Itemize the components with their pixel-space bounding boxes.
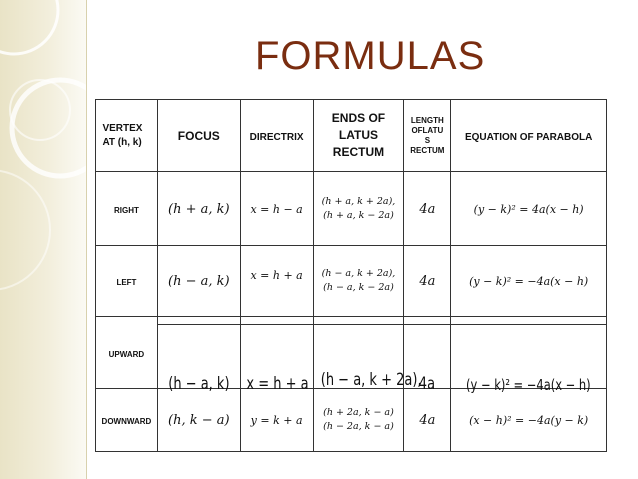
- row-label: RIGHT: [114, 205, 139, 215]
- equation-value: (y − k)² = −4a(x − h): [469, 275, 589, 288]
- ends-value: (h − a, k − 2a): [323, 282, 394, 293]
- focus-value: (h, k − a): [168, 413, 230, 428]
- row-label: UPWARD: [108, 349, 145, 359]
- header-equation: EQUATION OF PARABOLA: [451, 100, 607, 172]
- ends-value: (h − a, k + 2a),: [320, 370, 422, 390]
- decorative-side-panel: [0, 0, 86, 479]
- row-label: LEFT: [116, 278, 137, 287]
- table-row: [96, 172, 607, 246]
- table-row: [96, 246, 607, 317]
- ends-value: (h − a, k + 2a),: [321, 268, 396, 279]
- focus-value: (h + a, k): [168, 201, 230, 217]
- directrix-value: x = h + a: [246, 374, 309, 394]
- row-label: DOWNWARD: [101, 417, 152, 426]
- header-length-latus-rectum: LENGTH OFLATU S RECTUM: [404, 100, 451, 172]
- directrix-value: y = k + a: [250, 414, 303, 427]
- equation-value: (y − k)² = −4a(x − h): [466, 376, 591, 394]
- length-value: 4a: [419, 413, 436, 428]
- focus-value: (h − a, k): [168, 374, 230, 394]
- equation-value: (x − h)² = −4a(y − k): [469, 414, 589, 427]
- directrix-value: x = h − a: [250, 202, 303, 216]
- header-directrix: DIRECTRIX: [240, 100, 313, 172]
- length-value: 4a: [419, 274, 436, 289]
- equation-value: (y − k)² = 4a(x − h): [473, 202, 584, 216]
- directrix-value: x = h + a: [250, 269, 303, 282]
- ends-value: (h + 2a, k − a): [323, 407, 394, 418]
- ends-value: (h + a, k − 2a): [323, 209, 394, 221]
- focus-value: (h − a, k): [168, 274, 230, 289]
- decorative-circles: [0, 0, 86, 479]
- ends-value: (h + a, k + 2a),: [321, 195, 396, 207]
- length-value: 4a: [419, 374, 436, 394]
- header-vertex: VERTEX AT (h, k): [96, 100, 158, 172]
- length-value: 4a: [419, 201, 436, 217]
- header-focus: FOCUS: [157, 100, 240, 172]
- ends-value: (h − 2a, k − a): [323, 421, 394, 432]
- table-row: [96, 317, 607, 389]
- table-row: [96, 389, 607, 452]
- header-row: [96, 100, 607, 172]
- decorative-divider: [86, 0, 87, 479]
- formulas-table: [95, 99, 607, 452]
- page-title: FORMULAS: [255, 34, 486, 78]
- header-ends-latus-rectum: ENDS OF LATUS RECTUM: [313, 100, 404, 172]
